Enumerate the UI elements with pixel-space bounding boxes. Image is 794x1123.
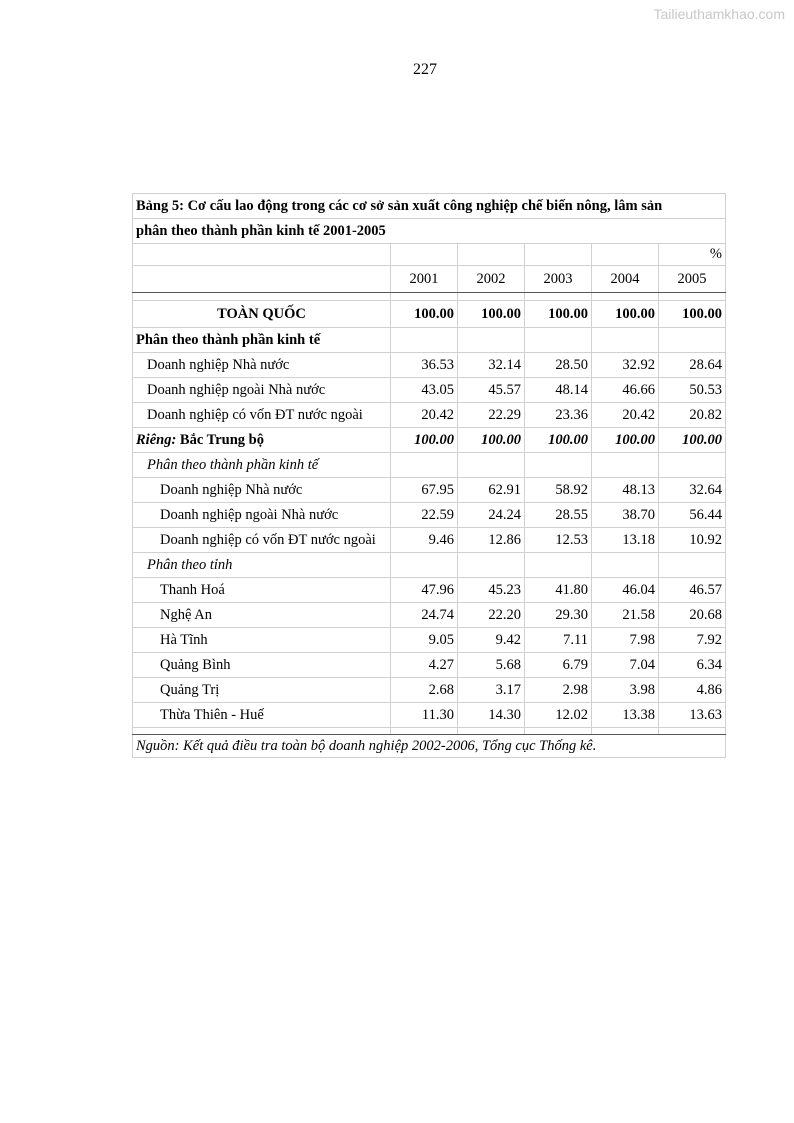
table-row <box>133 353 726 378</box>
row-value: 22.20 <box>458 603 525 628</box>
region-prefix: Riêng: <box>136 431 177 448</box>
empty-cell <box>592 293 659 301</box>
data-table-container <box>132 193 725 758</box>
total-value: 100.00 <box>525 301 592 328</box>
row-value: 20.42 <box>391 403 458 428</box>
empty-cell <box>659 293 726 301</box>
row-value: 13.63 <box>659 703 726 728</box>
row-value: 41.80 <box>525 578 592 603</box>
year-header-row <box>133 266 726 293</box>
section-header-row <box>133 328 726 353</box>
row-value: 4.27 <box>391 653 458 678</box>
row-value: 28.64 <box>659 353 726 378</box>
table-title-line2: phân theo thành phần kinh tế 2001-2005 <box>133 219 391 244</box>
row-value: 12.53 <box>525 528 592 553</box>
empty-cell <box>391 219 458 244</box>
row-label: Doanh nghiệp ngoài Nhà nước <box>133 378 391 403</box>
row-value: 20.42 <box>592 403 659 428</box>
year-header: 2001 <box>391 266 458 293</box>
total-value: 100.00 <box>458 301 525 328</box>
empty-cell <box>525 293 592 301</box>
row-label: Thừa Thiên - Huế <box>133 703 391 728</box>
empty-cell <box>659 728 726 735</box>
row-label: Doanh nghiệp có vốn ĐT nước ngoài <box>133 528 391 553</box>
table-title-row <box>133 194 726 219</box>
total-value: 100.00 <box>592 301 659 328</box>
row-value: 11.30 <box>391 703 458 728</box>
year-header: 2003 <box>525 266 592 293</box>
row-value: 29.30 <box>525 603 592 628</box>
empty-cell <box>592 328 659 353</box>
year-header: 2005 <box>659 266 726 293</box>
table-title-line1: Bảng 5: Cơ cấu lao động trong các cơ sở sản xuất công nghiệp chế biến nông, lâm sản <box>133 194 726 219</box>
row-value: 23.36 <box>525 403 592 428</box>
row-value: 45.57 <box>458 378 525 403</box>
page-number: 227 <box>413 61 437 78</box>
row-value: 21.58 <box>592 603 659 628</box>
row-value: 9.05 <box>391 628 458 653</box>
table-row <box>133 628 726 653</box>
table-row <box>133 678 726 703</box>
row-value: 22.59 <box>391 503 458 528</box>
row-value: 7.11 <box>525 628 592 653</box>
empty-cell <box>133 244 391 266</box>
empty-cell <box>133 266 391 293</box>
region-row <box>133 428 726 453</box>
total-label: TOÀN QUỐC <box>133 301 391 328</box>
row-label: Doanh nghiệp có vốn ĐT nước ngoài <box>133 403 391 428</box>
row-value: 56.44 <box>659 503 726 528</box>
row-label: Doanh nghiệp Nhà nước <box>133 353 391 378</box>
row-value: 36.53 <box>391 353 458 378</box>
row-value: 12.02 <box>525 703 592 728</box>
empty-cell <box>391 328 458 353</box>
table-row <box>133 478 726 503</box>
empty-cell <box>133 728 391 735</box>
empty-cell <box>391 244 458 266</box>
region-name: Bắc Trung bộ <box>179 431 264 448</box>
empty-cell <box>525 728 592 735</box>
year-header: 2002 <box>458 266 525 293</box>
empty-cell <box>458 453 525 478</box>
row-value: 24.24 <box>458 503 525 528</box>
empty-cell <box>525 453 592 478</box>
empty-cell <box>592 219 659 244</box>
row-label: Thanh Hoá <box>133 578 391 603</box>
row-label: Hà Tĩnh <box>133 628 391 653</box>
row-value: 2.98 <box>525 678 592 703</box>
table-row <box>133 403 726 428</box>
row-value: 62.91 <box>458 478 525 503</box>
row-value: 46.57 <box>659 578 726 603</box>
year-header: 2004 <box>592 266 659 293</box>
row-value: 38.70 <box>592 503 659 528</box>
row-value: 3.98 <box>592 678 659 703</box>
region-label <box>133 428 391 453</box>
row-value: 6.34 <box>659 653 726 678</box>
region-value: 100.00 <box>592 428 659 453</box>
empty-cell <box>592 453 659 478</box>
empty-cell <box>391 728 458 735</box>
row-value: 9.42 <box>458 628 525 653</box>
empty-cell <box>458 728 525 735</box>
empty-cell <box>525 553 592 578</box>
subsection-header-row <box>133 453 726 478</box>
labor-structure-table <box>132 193 726 758</box>
empty-cell <box>525 219 592 244</box>
row-value: 28.50 <box>525 353 592 378</box>
empty-cell <box>659 453 726 478</box>
section1-label: Phân theo thành phần kinh tế <box>133 328 391 353</box>
row-value: 32.92 <box>592 353 659 378</box>
row-value: 32.64 <box>659 478 726 503</box>
empty-cell <box>659 219 726 244</box>
row-value: 50.53 <box>659 378 726 403</box>
empty-cell <box>391 293 458 301</box>
empty-cell <box>659 328 726 353</box>
row-value: 5.68 <box>458 653 525 678</box>
table-row <box>133 378 726 403</box>
table-title-row <box>133 219 726 244</box>
row-label: Doanh nghiệp ngoài Nhà nước <box>133 503 391 528</box>
row-value: 46.66 <box>592 378 659 403</box>
row-value: 20.68 <box>659 603 726 628</box>
region-value: 100.00 <box>391 428 458 453</box>
table-row <box>133 653 726 678</box>
source-note: Nguồn: Kết quả điều tra toàn bộ doanh nghiệp 2002-2006, Tổng cục Thống kê. <box>133 735 726 758</box>
empty-cell <box>525 328 592 353</box>
row-value: 7.04 <box>592 653 659 678</box>
unit-label: % <box>659 244 726 266</box>
source-row <box>133 735 726 758</box>
total-value: 100.00 <box>659 301 726 328</box>
row-value: 58.92 <box>525 478 592 503</box>
row-value: 20.82 <box>659 403 726 428</box>
row-value: 2.68 <box>391 678 458 703</box>
row-label: Doanh nghiệp Nhà nước <box>133 478 391 503</box>
region-sub1-label: Phân theo thành phần kinh tế <box>133 453 391 478</box>
table-row <box>133 503 726 528</box>
empty-cell <box>133 293 391 301</box>
row-value: 47.96 <box>391 578 458 603</box>
empty-cell <box>391 453 458 478</box>
row-value: 4.86 <box>659 678 726 703</box>
region-value: 100.00 <box>525 428 592 453</box>
empty-cell <box>458 328 525 353</box>
row-value: 13.38 <box>592 703 659 728</box>
row-value: 22.29 <box>458 403 525 428</box>
spacer-row <box>133 293 726 301</box>
row-value: 48.13 <box>592 478 659 503</box>
row-value: 46.04 <box>592 578 659 603</box>
row-value: 14.30 <box>458 703 525 728</box>
region-value: 100.00 <box>458 428 525 453</box>
table-row <box>133 703 726 728</box>
row-value: 24.74 <box>391 603 458 628</box>
row-value: 7.98 <box>592 628 659 653</box>
empty-cell <box>458 293 525 301</box>
table-row <box>133 578 726 603</box>
empty-cell <box>458 219 525 244</box>
table-row <box>133 603 726 628</box>
empty-cell <box>458 244 525 266</box>
total-value: 100.00 <box>391 301 458 328</box>
empty-cell <box>592 553 659 578</box>
row-label: Quảng Bình <box>133 653 391 678</box>
empty-cell <box>592 728 659 735</box>
row-value: 3.17 <box>458 678 525 703</box>
row-value: 48.14 <box>525 378 592 403</box>
empty-cell <box>659 553 726 578</box>
row-value: 6.79 <box>525 653 592 678</box>
row-value: 12.86 <box>458 528 525 553</box>
row-value: 28.55 <box>525 503 592 528</box>
region-sub2-label: Phân theo tỉnh <box>133 553 391 578</box>
total-row <box>133 301 726 328</box>
row-value: 45.23 <box>458 578 525 603</box>
empty-cell <box>391 553 458 578</box>
empty-cell <box>525 244 592 266</box>
row-label: Nghệ An <box>133 603 391 628</box>
region-value: 100.00 <box>659 428 726 453</box>
row-value: 10.92 <box>659 528 726 553</box>
row-value: 9.46 <box>391 528 458 553</box>
table-row <box>133 528 726 553</box>
empty-cell <box>592 244 659 266</box>
row-value: 32.14 <box>458 353 525 378</box>
row-value: 67.95 <box>391 478 458 503</box>
row-value: 13.18 <box>592 528 659 553</box>
row-label: Quảng Trị <box>133 678 391 703</box>
row-value: 43.05 <box>391 378 458 403</box>
spacer-row <box>133 728 726 735</box>
watermark: Tailieuthamkhao.com <box>653 6 785 22</box>
subsection-header-row <box>133 553 726 578</box>
row-value: 7.92 <box>659 628 726 653</box>
unit-row <box>133 244 726 266</box>
empty-cell <box>458 553 525 578</box>
